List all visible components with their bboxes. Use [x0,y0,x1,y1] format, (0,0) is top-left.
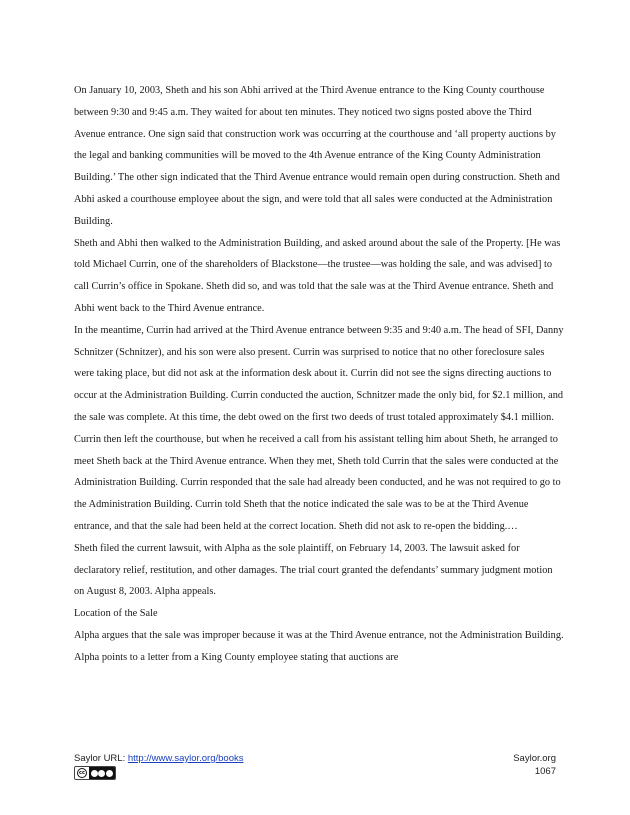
footer-page-info [513,752,556,778]
footer-url-link[interactable]: http://www.saylor.org/books [127,753,244,764]
footer-url-label: Saylor URL: [74,753,128,764]
paragraph-administration-building: Sheth and Abhi then walked to the Administration Building, and asked around about the sale of the Property. [He was told Michael Currin, one of the shareholders of Blackstone—the trustee—was holding the sale, and was advised] to call Currin’s office in Spokane. Sheth did so, and was told that the sale was at the Third Avenue entrance. Sheth and Abhi went back to the Third Avenue entrance. [74,237,561,314]
paragraph-arrival: On January 10, 2003, Sheth and his son Abhi arrived at the Third Avenue entrance to the King County courthouse between 9:30 and 9:45 a.m. They waited for about ten minutes. They noticed two signs posted above the Third Avenue entrance. One sign said that construction work was occurring at the courthouse and ‘all property auctions by the legal and banking communities will be moved to the 4th Avenue entrance of the King County Administration Building.’ The other sign indicated that the Third Avenue entrance would remain open during construction. Sheth and Abhi asked a courthouse employee about the sign, and were told that all sales were conducted at the Administration Building. [74,85,560,227]
sa-icon [106,770,113,777]
paragraph-auction: In the meantime, Currin had arrived at the Third Avenue entrance between 9:35 and 9:40 a.m. The head of SFI, Danny Schnitzer (Schnitzer), and his son were also present. Currin was surprised to notice that no other foreclosure sales were taking place, but did not ask at the information desk about it. Currin did not see the signs directing auctions to occur at the Administration Building. Currin conducted the auction, Schnitzer made the only bid, for $2.1 million, and the sale was complete. At this time, the debt owed on the first two deeds of trust totaled approximately $4.1 million. Currin then left the courthouse, but when he received a call from his assistant telling him about Sheth, he arranged to meet Sheth back at the Third Avenue entrance. When they met, Sheth told Currin that the sales were conducted at the Administration Building. Currin responded that the sale had already been conducted, and he was not required to go to the Administration Building. Currin told Sheth that the notice indicated the sale was to be at the Third Avenue entrance, and that the sale had been held at the correct location. Sheth did not ask to re-open the bidding.… [74,324,564,532]
cc-license-badge [74,766,116,780]
paragraph-lawsuit: Sheth filed the current lawsuit, with Alpha as the sole plaintiff, on February 14, 2003. The lawsuit asked for declaratory relief, restitution, and other damages. The trial court granted the defendants’ summary judgment motion on August 8, 2003. Alpha appeals. [74,542,553,598]
section-heading: Location of the Sale [74,608,158,620]
footer-url [74,752,244,765]
paragraph-argument: Alpha argues that the sale was improper because it was at the Third Avenue entrance, not the Administration Building. Alpha points to a letter from a King County employee stating that auctions are [74,629,564,663]
page-number: 1067 [534,766,556,777]
nc-icon [98,770,105,777]
cc-icon: cc [77,768,87,778]
body-text [74,80,564,669]
by-icon [91,770,98,777]
footer-site: Saylor.org [513,753,556,764]
